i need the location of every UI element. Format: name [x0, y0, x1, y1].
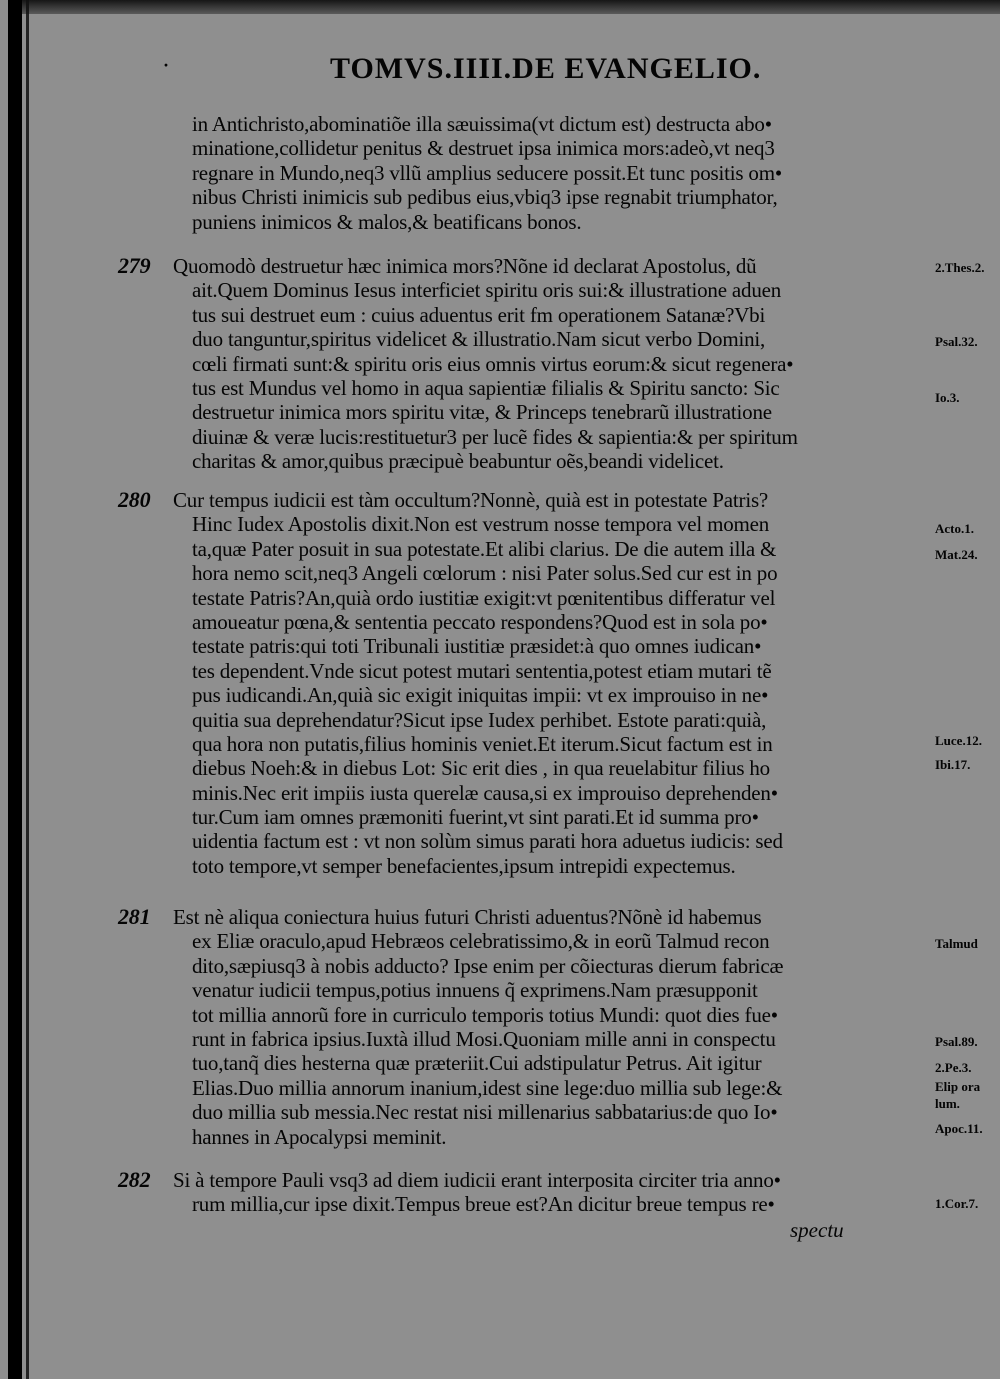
margin-note: 1.Cor.7.	[935, 1196, 979, 1211]
question-number: 280	[118, 487, 151, 512]
text-line: ta,quæ Pater posuit in sua potestate.Et alibi clarius. De die autem illa &	[192, 536, 777, 561]
paragraph-continuation	[118, 112, 928, 234]
margin-note: Acto.1.	[935, 521, 974, 536]
question-number: 279	[118, 253, 151, 278]
text-line: uidentia factum est : vt non solùm simus parati hora aduetus iudicis: sed	[192, 829, 783, 854]
text-line: venatur iudicii tempus,potius innuens q̃ exprimens.Nam præsupponit	[192, 978, 758, 1003]
page-top-edge	[22, 0, 1000, 14]
text-line: testate patris:qui toti Tribunali iustitiæ præsidet:à quo omnes iudican•	[192, 634, 762, 659]
question-281	[118, 905, 928, 1149]
text-line-content: Quomodò destruetur hæc inimica mors?Nõne id declarat Apostolus, dũ	[173, 254, 757, 278]
text-line: toto tempore,vt semper benefacientes,ipsum intrepidi expectemus.	[192, 853, 736, 878]
binding-edge	[8, 0, 22, 1379]
text-line: ait.Quem Dominus Iesus interficiet spiritu oris sui:& illustratione aduen	[192, 278, 782, 303]
text-line: rum millia,cur ipse dixit.Tempus breue est?An dicitur breue tempus re•	[192, 1192, 775, 1217]
text-line-content: Est nè aliqua coniectura huius futuri Christi aduentus?Nõnè id habemus	[173, 905, 762, 929]
text-line	[118, 905, 928, 929]
margin-note: Ibi.17.	[935, 757, 971, 772]
running-head: TOMVS.IIII.DE EVANGELIO.	[330, 52, 762, 85]
text-line: tus est Mundus vel homo in aqua sapientiæ filialis & Spiritu sancto: Sic	[192, 375, 780, 400]
margin-note: Talmud	[935, 936, 978, 951]
text-line: quitia sua deprehendatur?Sicut ipse Iudex perhibet. Estote parati:quià,	[192, 707, 767, 732]
text-line: duo tanguntur,spiritus videlicet & illustratio.Nam sicut verbo Domini,	[192, 327, 766, 352]
text-line: nibus Christi inimicis sub pedibus eius,vbiq3 ipse regnabit triumphator,	[192, 185, 778, 210]
head-mark: ·	[163, 55, 170, 75]
text-line: diebus Noeh:& in diebus Lot: Sic erit dies , in qua reuelabitur filius ho	[192, 756, 770, 781]
margin-note: Luce.12.	[935, 733, 982, 748]
margin-note: Psal.32.	[935, 334, 978, 349]
text-line: qua hora non putatis,filius hominis veniet.Et iterum.Sicut factum est in	[192, 731, 773, 756]
text-line-content: Si à tempore Pauli vsq3 ad diem iudicii erant interposita circiter tria anno•	[173, 1168, 781, 1192]
text-line-content: Cur tempus iudicii est tàm occultum?Nonnè, quià est in potestate Patris?	[173, 488, 769, 512]
text-line: tus sui destruet eum : cuius aduentus erit fm operationem Satanæ?Vbi	[192, 302, 766, 327]
text-line: ex Eliæ oraculo,apud Hebræos celebratissimo,& in eorũ Talmud recon	[192, 929, 770, 954]
question-number: 281	[118, 904, 151, 929]
text-line: tot millia annorũ fore in curriculo temporis totius Mundi: quot dies fue•	[192, 1002, 778, 1027]
margin-note: Mat.24.	[935, 547, 978, 562]
margin-note: Psal.89.	[935, 1034, 978, 1049]
text-line: regnare in Mundo,neq3 vllũ amplius seducere possit.Et tunc positis om•	[192, 160, 783, 185]
text-line	[118, 488, 928, 512]
text-line: tur.Cum iam omnes præmoniti fuerint,vt sint parati.Et id summa pro•	[192, 805, 759, 830]
question-number: 282	[118, 1167, 151, 1192]
text-line: Elias.Duo millia annorum inanium,idest sine lege:duo millia sub lege:&	[192, 1075, 783, 1100]
text-line: hora nemo scit,neq3 Angeli cœlorum : nisi Pater solus.Sed cur est in po	[192, 561, 778, 586]
text-line	[118, 1168, 928, 1192]
text-line: minatione,collidetur penitus & destruet ipsa inimica mors:adeò,vt neq3	[192, 136, 775, 161]
margin-note: lum.	[935, 1096, 960, 1111]
text-line: amoueatur pœna,& sententia peccato respondens?Quod est in sola po•	[192, 609, 768, 634]
text-line: cœli firmati sunt:& spiritu oris eius omnis virtus eorum:& sicut regenera•	[192, 351, 794, 376]
text-line: dito,sæpiusq3 à nobis adducto? Ipse enim per cõiecturas dierum fabricæ	[192, 953, 784, 978]
text-line: minis.Nec erit impiis iusta querelæ causa,si ex improuiso deprehenden•	[192, 780, 778, 805]
text-line: tes dependent.Vnde sicut potest mutari sententia,potest etiam mutari tẽ	[192, 658, 772, 683]
question-279	[118, 254, 928, 474]
margin-note: 2.Pe.3.	[935, 1060, 972, 1075]
text-line: pus iudicandi.An,quià sic exigit iniquitas impii: vt ex improuiso in ne•	[192, 683, 769, 708]
text-line	[118, 254, 928, 278]
text-line: hannes in Apocalypsi meminit.	[192, 1124, 447, 1149]
text-line: diuinæ & veræ lucis:restituetur3 per lucẽ fides & sapientia:& per spiritum	[192, 424, 798, 449]
catchword: spectu	[790, 1218, 844, 1242]
text-line: runt in fabrica ipsius.Iuxtà illud Mosi.Quoniam mille anni in conspectu	[192, 1026, 776, 1051]
question-280	[118, 488, 928, 878]
margin-note: 2.Thes.2.	[935, 260, 985, 275]
text-line: tuo,tanq̃ dies hesterna quæ præteriit.Cui adstipulatur Petrus. Ait igitur	[192, 1051, 762, 1076]
margin-note: Io.3.	[935, 390, 960, 405]
text-line: Hinc Iudex Apostolis dixit.Non est vestrum nosse tempora vel momen	[192, 512, 770, 537]
text-line: puniens inimicos & malos,& beatificans bonos.	[192, 209, 582, 234]
margin-note: Apoc.11.	[935, 1121, 983, 1136]
text-line: testate Patris?An,quià ordo iustitiæ exigit:vt pœnitentibus differatur vel	[192, 585, 776, 610]
text-line: charitas & amor,quibus præcipuè beabuntur oẽs,beandi videlicet.	[192, 449, 724, 474]
text-line: in Antichristo,abominatiõe illa sæuissima(vt dictum est) destructa abo•	[192, 112, 772, 136]
text-line: duo millia sub messia.Nec restat nisi millenarius sabbatarius:de quo Io•	[192, 1100, 778, 1125]
text-line: destruetur inimica mors spiritu vitæ, & Princeps tenebrarũ illustratione	[192, 400, 772, 425]
question-282	[118, 1168, 928, 1217]
binding-rule	[26, 0, 29, 1379]
margin-note: Elip ora	[935, 1079, 981, 1094]
